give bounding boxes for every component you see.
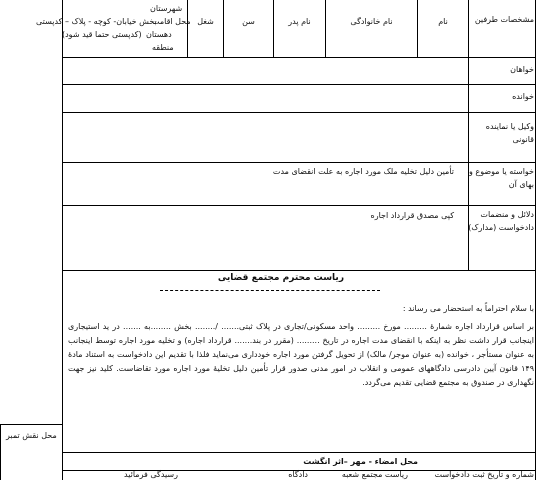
footer-court-head: ریاست مجتمع شعبه bbox=[341, 470, 408, 479]
row-line-3 bbox=[62, 162, 536, 163]
header-residence-line6: منطقه bbox=[152, 43, 174, 52]
footer-court: دادگاه bbox=[288, 470, 308, 479]
row-claim-text: تأمین دلیل تخلیه ملک مورد اجاره به علت انقضای مدت bbox=[272, 167, 454, 176]
stamp-left-line bbox=[0, 424, 1, 480]
footer-registration: شماره و تاریخ ثبت دادخواست bbox=[434, 470, 534, 479]
header-job: شغل bbox=[197, 17, 214, 26]
letter-title: ریاست محترم مجتمع قضایی bbox=[217, 273, 344, 283]
row-evidence-label: دلائل و منضمات دادخواست (مدارک) bbox=[468, 210, 534, 232]
col-line-4 bbox=[223, 0, 224, 57]
row-plaintiff-label: خواهان bbox=[510, 65, 534, 74]
header-residence-line3: بخش خیابان- کوچه - پلاک – کدپستی bbox=[36, 17, 157, 26]
row-claim-label: خواسته یا موضوع و بهای آن bbox=[469, 167, 534, 189]
stamp-top-line bbox=[0, 424, 62, 425]
header-residence-line1: محل اقامت bbox=[152, 17, 191, 26]
stamp-label: محل نقش تمبر bbox=[6, 431, 57, 440]
col-line-2 bbox=[325, 0, 326, 57]
header-family: نام خانوادگی bbox=[350, 17, 393, 26]
col-line-3 bbox=[273, 0, 274, 57]
form-frame bbox=[62, 0, 536, 480]
header-specs: مشخصات طرفین bbox=[474, 15, 534, 24]
header-age: سن bbox=[242, 17, 255, 26]
row-line-1 bbox=[62, 84, 536, 85]
title-dotted-line bbox=[160, 290, 380, 291]
row-line-2 bbox=[62, 112, 536, 113]
row-defendant-label: خوانده bbox=[512, 92, 534, 101]
header-bottom-line bbox=[62, 57, 536, 58]
col-line-1 bbox=[417, 0, 418, 57]
letter-paragraph: بر اساس قرارداد اجاره شمارۀ ......... مورخ ......... واحد مسکونی/تجاری در پلاک ثبتی....... /........ بخش ........به ....... در ید استیجاری اینجانب قرار داشت نظر به اینکه با انقضای مدت اجاره در تاریخ ......... (مقرر در بند....... قرارداد اجاره) و تخلیه مورد اجاره توسط اینجانب به عنوان مستأجر ، خوانده (به عنوان موجر/ مالک) از تحویل گرفتن مورد اجاره خودداری می‌نماید فلذا با تقدیم این دادخواست به استناد مادۀ ۱۴۹ قانون آیین دادرسی دادگاههای عمومی و انقلاب در امور مدنی صدور قرار تأمین دلیل تخلیۀ مورد اجاره مورد تقاضاست. کلید نیز جهت نگهداری در صندوق به مجتمع قضایی تقدیم می‌گردد. bbox=[68, 322, 534, 387]
header-residence-line2: شهرستان bbox=[150, 4, 183, 13]
header-residence-line4: دهستان bbox=[146, 30, 172, 39]
header-residence-line5: (کدپستی حتما قید شود) bbox=[62, 30, 142, 39]
row-line-4 bbox=[62, 205, 536, 206]
header-name: نام bbox=[438, 17, 448, 26]
signature-label: محل امضاء - مهر –اثر انگشت bbox=[303, 457, 418, 466]
footer-top-line bbox=[62, 452, 536, 453]
row-line-5 bbox=[62, 270, 536, 271]
col-line-5 bbox=[187, 0, 188, 57]
row-evidence-text: کپی مصدق قرارداد اجاره bbox=[370, 211, 454, 220]
row-lawyer-label: وکیل یا نماینده قانونی bbox=[485, 122, 534, 144]
footer-proceed: رسیدگی فرمائید bbox=[124, 470, 178, 479]
header-father: نام پدر bbox=[288, 17, 311, 26]
letter-greeting: با سلام احتراماً به استحضار می رساند : bbox=[402, 304, 534, 313]
stamp-box-line bbox=[62, 380, 63, 480]
